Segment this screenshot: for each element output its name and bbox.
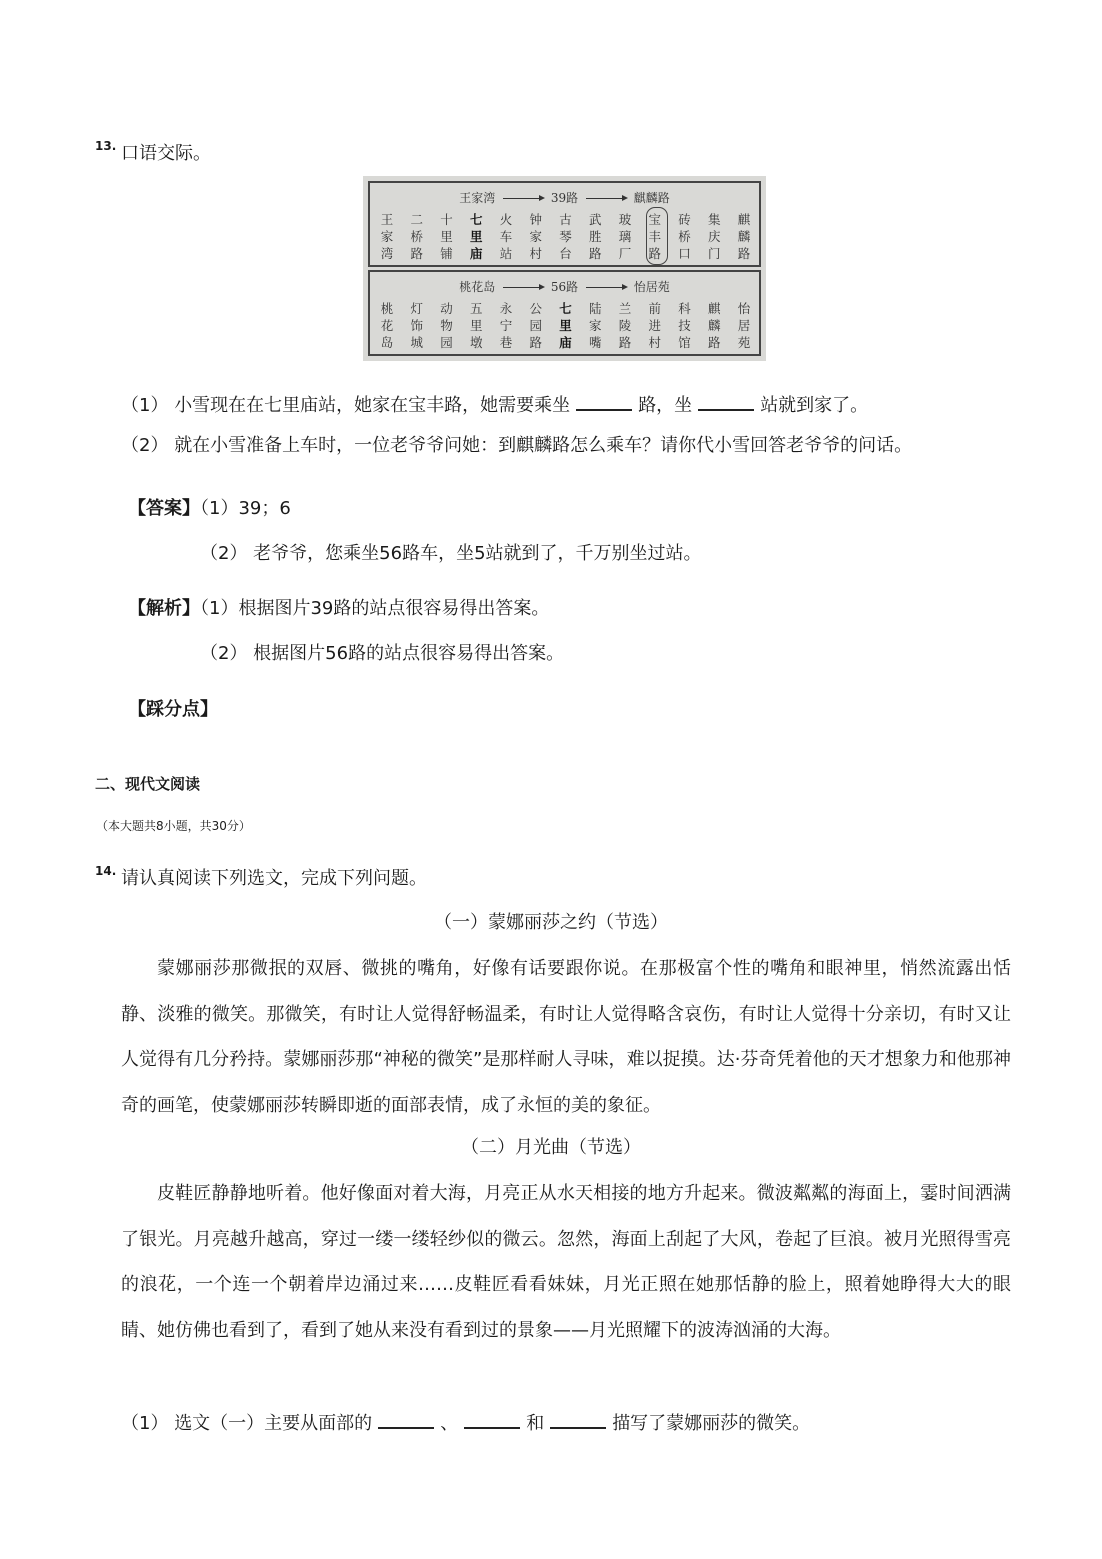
passage-1-title: （一）蒙娜丽莎之约（节选） bbox=[434, 912, 668, 933]
station-route39-3: 七 里 庙 bbox=[469, 212, 483, 261]
station-route39-11: 集 庆 门 bbox=[707, 212, 721, 261]
station-route56-3: 五 里 墩 bbox=[469, 301, 483, 350]
sub-question-1 bbox=[121, 1407, 810, 1436]
sub-question-text: 就在小雪准备上车时，一位老爷爷问她：到麒麟路怎么乘车？请你代小雪回答老爷爷的问话。 bbox=[174, 435, 913, 456]
answer-line-2: （2） 老爷爷，您乘坐56路车，坐5站就到了，千万别坐过站。 bbox=[200, 543, 702, 564]
route-56-panel bbox=[368, 270, 761, 356]
answer-blank[interactable] bbox=[550, 1407, 606, 1429]
sub-question-label: （1） bbox=[121, 1413, 169, 1434]
passage-2-text: 皮鞋匠静静地听着。他好像面对着大海，月亮正从水天相接的地方升起来。微波粼粼的海面上，霎时间洒满了银光。月亮越升越高，穿过一缕一缕轻纱似的微云。忽然，海面上刮起了大风，卷起了巨浪。被月光照得雪亮的浪花，一个连一个朝着岸边涌过来……皮鞋匠看看妹妹，月光正照在她那恬静的脸上，照着她睁得大大的眼睛、她仿佛也看到了，看到了她从来没有看到过的景象——月光照耀下的波涛汹涌的大海。 bbox=[121, 1183, 1011, 1341]
sub-question-label: （2） bbox=[121, 435, 169, 456]
arrow-icon bbox=[503, 287, 543, 288]
station-route39-4: 火 车 站 bbox=[499, 212, 513, 261]
station-route39-6: 古 琴 台 bbox=[559, 212, 572, 261]
station-route56-0: 桃 花 岛 bbox=[380, 301, 394, 350]
answer-blank[interactable] bbox=[464, 1407, 520, 1429]
arrow-icon bbox=[586, 198, 626, 199]
analysis-line-1 bbox=[128, 597, 549, 621]
answer-text: （1）39；6 bbox=[200, 498, 291, 519]
answer-blank[interactable] bbox=[698, 389, 754, 411]
analysis-tag: 【解析】 bbox=[128, 598, 200, 619]
station-route56-9: 前 进 村 bbox=[648, 301, 661, 350]
question-number: 13. bbox=[95, 139, 117, 153]
route-56-to: 怡居苑 bbox=[633, 280, 670, 294]
route-39-stations bbox=[376, 211, 755, 262]
route-39-header bbox=[370, 189, 759, 206]
station-route39-9: 宝 丰 路 bbox=[648, 212, 661, 261]
analysis-line-2: （2） 根据图片56路的站点很容易得出答案。 bbox=[200, 643, 565, 664]
station-route39-7: 武 胜 路 bbox=[588, 212, 602, 261]
station-route56-11: 麒 麟 路 bbox=[707, 301, 721, 350]
station-route56-4: 永 宁 巷 bbox=[499, 301, 513, 350]
station-route39-8: 玻 璃 厂 bbox=[618, 212, 632, 261]
analysis-text: （1）根据图片39路的站点很容易得出答案。 bbox=[200, 598, 550, 619]
circled-station-mark bbox=[646, 207, 668, 265]
sub-question-label: （1） bbox=[121, 395, 169, 416]
passage-2-title: （二）月光曲（节选） bbox=[461, 1137, 641, 1158]
bus-route-map bbox=[363, 176, 766, 361]
station-route56-6: 七 里 庙 bbox=[559, 301, 572, 350]
station-route56-5: 公 园 路 bbox=[529, 301, 542, 350]
route-56-header bbox=[370, 278, 759, 295]
station-route56-2: 动 物 园 bbox=[440, 301, 453, 350]
station-route39-5: 钟 家 村 bbox=[529, 212, 542, 261]
route-39-number: 39路 bbox=[550, 191, 579, 205]
passage-1-text: 蒙娜丽莎那微抿的双唇、微挑的嘴角，好像有话要跟你说。在那极富个性的嘴角和眼神里，悄然流露出恬静、淡雅的微笑。那微笑，有时让人觉得舒畅温柔，有时让人觉得略含哀伤，有时让人觉得十分亲切，有时又让人觉得有几分矜持。蒙娜丽莎那“神秘的微笑”是那样耐人寻味，难以捉摸。达·芬奇凭着他的天才想象力和他那神奇的画笔，使蒙娜丽莎转瞬即逝的面部表情，成了永恒的美的象征。 bbox=[121, 958, 1011, 1116]
station-route56-7: 陆 家 嘴 bbox=[588, 301, 602, 350]
scoring-points-tag: 【踩分点】 bbox=[128, 699, 218, 720]
route-39-to: 麒麟路 bbox=[633, 191, 670, 205]
station-route56-1: 灯 饰 城 bbox=[410, 301, 423, 350]
station-route39-1: 二 桥 路 bbox=[410, 212, 423, 261]
sub-question-text: 描写了蒙娜丽莎的微笑。 bbox=[612, 1413, 811, 1434]
route-56-from: 桃花岛 bbox=[459, 280, 496, 294]
separator-text: 和 bbox=[526, 1413, 545, 1434]
sub-question-2 bbox=[121, 434, 912, 458]
station-route56-8: 兰 陵 路 bbox=[618, 301, 632, 350]
section-title: 二、现代文阅读 bbox=[95, 775, 201, 793]
route-39-panel bbox=[368, 181, 761, 267]
question-title: 请认真阅读下列选文，完成下列问题。 bbox=[121, 868, 427, 889]
answer-line-1 bbox=[128, 497, 291, 521]
route-39-from: 王家湾 bbox=[459, 191, 496, 205]
station-route39-0: 王 家 湾 bbox=[380, 212, 394, 261]
arrow-icon bbox=[586, 287, 626, 288]
answer-blank[interactable] bbox=[378, 1407, 434, 1429]
station-route56-10: 科 技 馆 bbox=[678, 301, 691, 350]
arrow-icon bbox=[503, 198, 543, 199]
route-56-stations bbox=[376, 300, 755, 351]
separator-text: 、 bbox=[440, 1413, 459, 1434]
station-route39-10: 砖 桥 口 bbox=[678, 212, 691, 261]
route-56-number: 56路 bbox=[550, 280, 579, 294]
section-note: （本大题共8小题，共30分） bbox=[96, 819, 251, 833]
answer-blank[interactable] bbox=[576, 389, 632, 411]
sub-question-1 bbox=[121, 389, 868, 418]
question-title: 口语交际。 bbox=[121, 143, 211, 164]
station-route39-2: 十 里 铺 bbox=[440, 212, 453, 261]
sub-question-text: 路，坐 bbox=[638, 395, 693, 416]
station-route39-12: 麒 麟 路 bbox=[737, 212, 751, 261]
station-route56-12: 怡 居 苑 bbox=[737, 301, 751, 350]
answer-tag: 【答案】 bbox=[128, 498, 200, 519]
question-number: 14. bbox=[95, 864, 117, 878]
sub-question-text: 站就到家了。 bbox=[760, 395, 869, 416]
sub-question-text: 选文（一）主要从面部的 bbox=[174, 1413, 373, 1434]
sub-question-text: 小雪现在在七里庙站，她家在宝丰路，她需要乘坐 bbox=[174, 395, 571, 416]
